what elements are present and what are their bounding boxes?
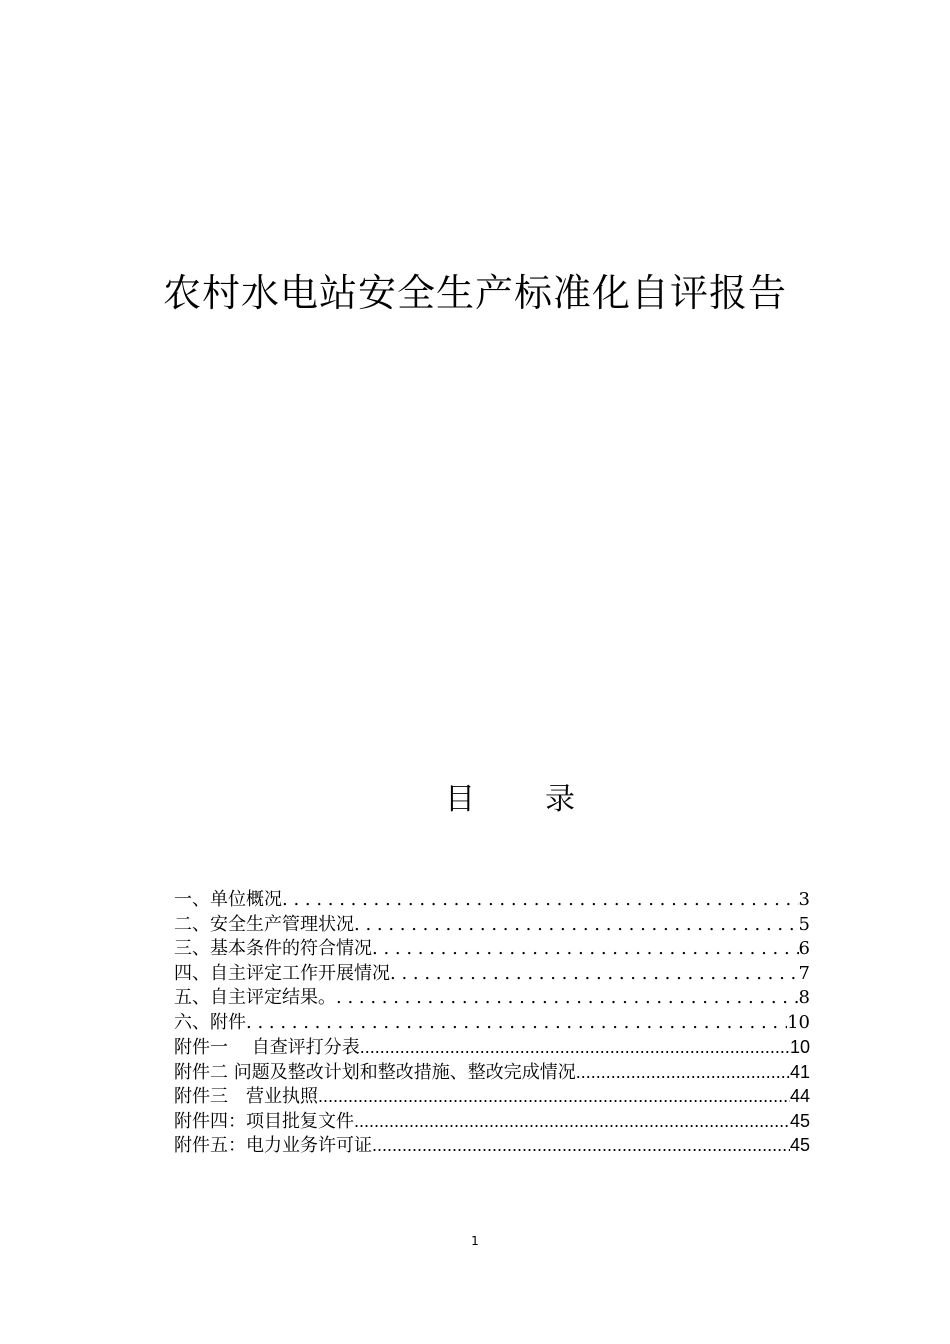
toc-entry-page: 8 [798,987,810,1008]
toc-leader [318,1084,790,1109]
toc-entry-label: 三、基本条件的符合情况 [174,938,372,959]
table-of-contents [174,888,810,1158]
toc-entry[interactable] [174,1035,810,1060]
toc-leader [282,888,799,913]
toc-entry-page: 7 [798,962,810,984]
toc-entry-label: 附件四：项目批复文件 [174,1110,354,1132]
toc-leader [576,1060,790,1085]
toc-entry-label: 一、单位概况 [174,889,282,910]
toc-leader [372,1133,790,1158]
toc-entry-label: 二、安全生产管理状况 [174,913,354,935]
toc-entry-page: 10 [789,1037,810,1057]
toc-heading [0,780,950,820]
toc-entry[interactable] [174,1011,810,1036]
toc-leader [354,913,799,938]
toc-entry[interactable] [174,913,810,938]
toc-entry[interactable] [174,1109,810,1134]
toc-entry-label: 四、自主评定工作开展情况 [174,962,390,984]
toc-leader [336,986,799,1011]
toc-leader [360,1035,790,1060]
toc-entry-label: 附件一 自查评打分表 [174,1037,360,1058]
toc-entry-page: 6 [798,938,810,959]
document-title: 农村水电站安全生产标准化自评报告 [162,271,787,315]
toc-entry[interactable] [174,986,810,1011]
toc-entry-label: 附件二 问题及整改计划和整改措施、整改完成情况 [174,1061,576,1083]
toc-entry-label: 附件三 营业执照 [174,1086,318,1107]
toc-entry-page: 41 [789,1061,810,1082]
toc-entry-page: 10 [787,1011,810,1033]
toc-leader [354,1109,790,1134]
toc-entry-page: 45 [789,1135,810,1155]
toc-entry[interactable] [174,937,810,962]
toc-entry-page: 45 [789,1110,810,1131]
toc-entry[interactable] [174,1060,810,1085]
toc-entry[interactable] [174,888,810,913]
toc-entry-page: 3 [798,889,810,910]
toc-heading-char-1: 目 [445,782,475,817]
toc-leader [390,962,799,987]
toc-entry-label: 附件五：电力业务许可证 [174,1135,372,1156]
toc-entry-page: 5 [798,913,810,935]
toc-entry[interactable] [174,1133,810,1158]
toc-entry[interactable] [174,1084,810,1109]
toc-entry[interactable] [174,962,810,987]
toc-entry-label: 六、附件 [174,1011,246,1033]
toc-entry-page: 44 [789,1086,810,1106]
page-number: 1 [471,1234,479,1248]
toc-heading-char-2: 录 [545,782,575,817]
toc-entry-label: 五、自主评定结果。 [174,987,336,1008]
toc-leader [372,937,799,962]
toc-leader [246,1011,787,1036]
